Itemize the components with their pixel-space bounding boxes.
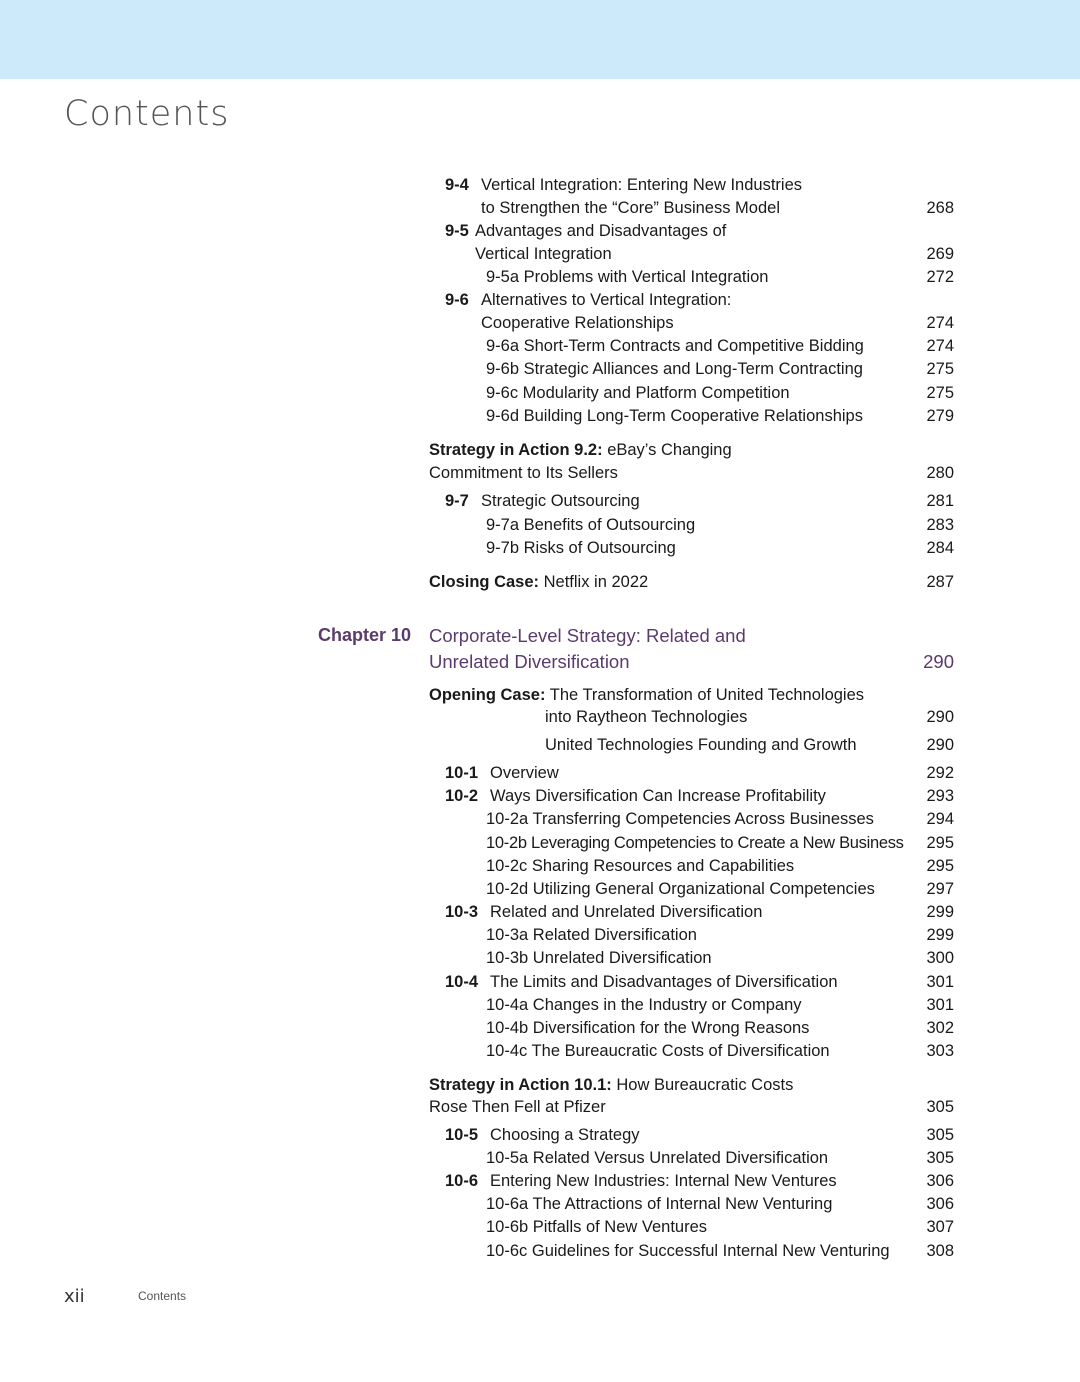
page-number: 284 [926, 539, 954, 557]
page-number: 268 [926, 199, 954, 217]
page-number: 305 [926, 1098, 954, 1116]
page-number: 307 [926, 1218, 954, 1236]
page-number: 290 [926, 736, 954, 754]
entry-title: 10-2b Leveraging Competencies to Create a New Business [486, 834, 904, 852]
page-number: 300 [926, 949, 954, 967]
page-number: 280 [926, 464, 954, 482]
entry-title: eBay’s Changing [607, 441, 732, 459]
page-number: 301 [926, 973, 954, 991]
page-number: 274 [926, 314, 954, 332]
footer-page-number: xii [64, 1286, 85, 1307]
page-number: 275 [926, 384, 954, 402]
entry-title: Related and Unrelated Diversification [490, 903, 763, 921]
entry-title: to Strengthen the “Core” Business Model [481, 199, 780, 217]
entry-title: 9-5a Problems with Vertical Integration [486, 268, 769, 286]
page-number: 294 [926, 810, 954, 828]
page-number: 279 [926, 407, 954, 425]
section-number: 10-2 [445, 787, 479, 805]
section-number: 10-1 [445, 764, 479, 782]
section-number: 9-6 [445, 291, 469, 309]
chapter-label: Chapter 10 [318, 625, 412, 645]
entry-title: 9-6d Building Long-Term Cooperative Relationships [486, 407, 863, 425]
entry-title: 10-5a Related Versus Unrelated Diversification [486, 1149, 829, 1167]
page-number: 297 [926, 880, 954, 898]
page-number: 299 [926, 926, 954, 944]
chapter-title: Unrelated Diversification [429, 651, 630, 672]
section-number: 10-6 [445, 1172, 479, 1190]
page-number: 275 [926, 360, 954, 378]
page-number: 299 [926, 903, 954, 921]
entry-title: Entering New Industries: Internal New Ventures [490, 1172, 837, 1190]
chapter-page-number: 290 [923, 651, 954, 672]
entry-title: Alternatives to Vertical Integration: [481, 291, 732, 309]
page-number: 301 [926, 996, 954, 1014]
entry-title: Commitment to Its Sellers [429, 464, 618, 482]
entry-title: 10-6a The Attractions of Internal New Venturing [486, 1195, 833, 1213]
entry-title: 10-6c Guidelines for Successful Internal New Venturing [486, 1242, 890, 1260]
section-number: 9-5 [445, 222, 469, 240]
page-number: 274 [926, 337, 954, 355]
page-number: 305 [926, 1149, 954, 1167]
entry-title: 10-2d Utilizing General Organizational Competencies [486, 880, 875, 898]
page-number: 306 [926, 1195, 954, 1213]
page-number: 292 [926, 764, 954, 782]
entry-title: Cooperative Relationships [481, 314, 674, 332]
entry-title: 10-4c The Bureaucratic Costs of Diversification [486, 1042, 830, 1060]
entry-title: Rose Then Fell at Pfizer [429, 1098, 606, 1116]
page-number: 272 [926, 268, 954, 286]
entry-title: Overview [490, 764, 559, 782]
entry-title: 10-6b Pitfalls of New Ventures [486, 1218, 708, 1236]
footer-running-title: Contents [138, 1289, 187, 1303]
page-number: 281 [926, 492, 954, 510]
section-number: 9-7 [445, 492, 469, 510]
entry-title: 9-6c Modularity and Platform Competition [486, 384, 790, 402]
page-title: Contents [64, 94, 230, 134]
feature-label: Strategy in Action 9.2: [429, 441, 603, 459]
page-number: 295 [926, 834, 954, 852]
entry-title: Vertical Integration [475, 245, 612, 263]
entry-title: 9-6b Strategic Alliances and Long-Term Contracting [486, 360, 863, 378]
feature-label: Closing Case: [429, 573, 540, 591]
entry-title: Advantages and Disadvantages of [475, 222, 727, 240]
entry-title: Choosing a Strategy [490, 1126, 640, 1144]
page-number: 302 [926, 1019, 954, 1037]
entry-title: The Transformation of United Technologies [549, 686, 865, 704]
entry-title: 9-6a Short-Term Contracts and Competitive Bidding [486, 337, 864, 355]
entry-title: 9-7b Risks of Outsourcing [486, 539, 676, 557]
feature-label: Opening Case: [429, 686, 546, 704]
entry-title: 10-4a Changes in the Industry or Company [486, 996, 802, 1014]
entry-title: The Limits and Disadvantages of Diversification [490, 973, 838, 991]
section-number: 10-3 [445, 903, 479, 921]
page-number: 308 [926, 1242, 954, 1260]
entry-title: Vertical Integration: Entering New Industries [481, 176, 803, 194]
entry-title: 10-2c Sharing Resources and Capabilities [486, 857, 795, 875]
page-number: 293 [926, 787, 954, 805]
section-number: 10-4 [445, 973, 479, 991]
page-number: 283 [926, 516, 954, 534]
page-number: 306 [926, 1172, 954, 1190]
entry-title: into Raytheon Technologies [545, 708, 748, 726]
section-number: 9-4 [445, 176, 469, 194]
page-number: 290 [926, 708, 954, 726]
entry-title: 10-2a Transferring Competencies Across Businesses [486, 810, 874, 828]
page-number: 287 [926, 573, 954, 591]
entry-title: United Technologies Founding and Growth [545, 736, 857, 754]
feature-label: Strategy in Action 10.1: [429, 1076, 612, 1094]
entry-title: Strategic Outsourcing [481, 492, 640, 510]
entry-title: How Bureaucratic Costs [616, 1076, 794, 1094]
page-number: 305 [926, 1126, 954, 1144]
page-number: 303 [926, 1042, 954, 1060]
section-number: 10-5 [445, 1126, 479, 1144]
entry-title: 10-4b Diversification for the Wrong Reasons [486, 1019, 810, 1037]
entry-title: 10-3a Related Diversification [486, 926, 697, 944]
entry-title: 10-3b Unrelated Diversification [486, 949, 712, 967]
page-number: 295 [926, 857, 954, 875]
chapter-title: Corporate-Level Strategy: Related and [429, 625, 746, 646]
entry-title: 9-7a Benefits of Outsourcing [486, 516, 696, 534]
entry-title: Ways Diversification Can Increase Profitability [490, 787, 826, 805]
entry-title: Netflix in 2022 [543, 573, 649, 591]
page-number: 269 [926, 245, 954, 263]
